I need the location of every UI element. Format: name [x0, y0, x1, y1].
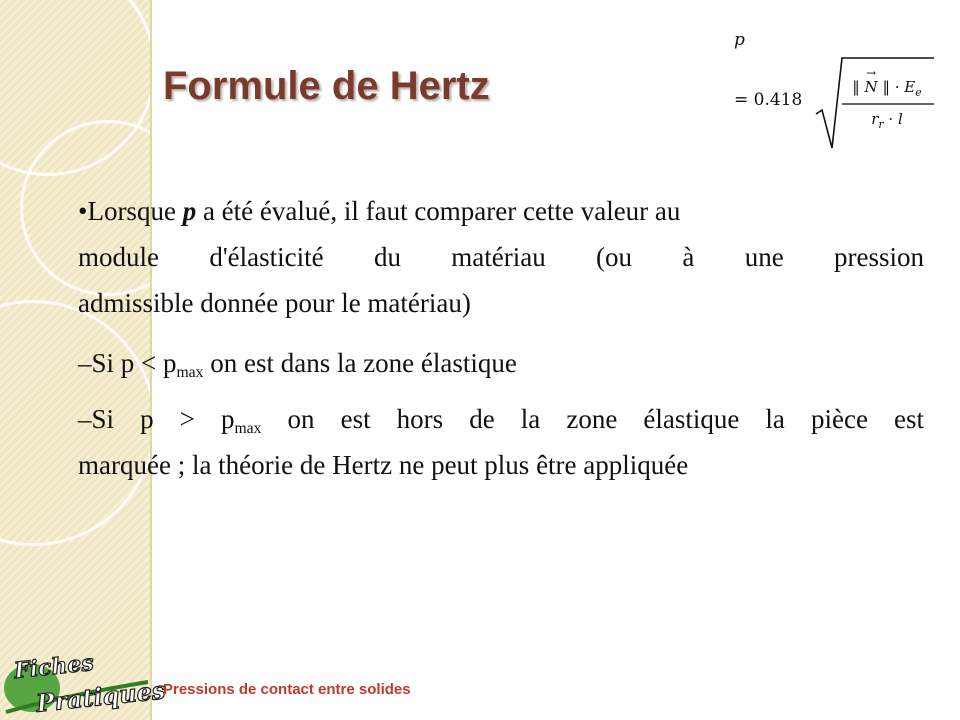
bullet-text: a été évalué, il faut comparer cette valeur au: [196, 196, 681, 226]
sub-item-plastic-line-2: marquée ; la théorie de Hertz ne peut plus être appliquée: [78, 450, 689, 480]
bullet-lead: •Lorsque: [78, 196, 183, 226]
sub-item-text: on est dans la zone élastique: [203, 348, 517, 378]
radius-subscript: r: [878, 118, 884, 131]
slide-footer: Pressions de contact entre solides: [163, 681, 411, 698]
sub-item-text: on est hors de la zone élastique la pièce est: [261, 404, 924, 434]
force-vector: → N: [865, 78, 878, 96]
bullet-line-2: module d'élasticité du matériau (ou à une pression: [78, 242, 924, 272]
max-subscript: max: [234, 419, 262, 437]
formula-lhs: p: [734, 30, 745, 50]
bullet-line-1: [78, 188, 924, 234]
modulus-subscript: e: [915, 86, 922, 99]
max-subscript: max: [176, 363, 204, 381]
norm-bar: ‖: [852, 78, 860, 96]
modulus-symbol: E: [904, 78, 916, 96]
sub-item-lead: –Si p < p: [78, 348, 177, 378]
formula-denominator: [840, 110, 934, 131]
formula-numerator: [840, 78, 934, 99]
fiches-pratiques-logo: [2, 649, 167, 720]
sub-item-plastic-line-1: [78, 396, 924, 442]
logo-word-1: Fiches: [12, 649, 95, 685]
formula-coefficient: = 0.418: [734, 90, 803, 110]
pressure-symbol: p: [182, 196, 197, 226]
logo-word-2: Pratiques: [34, 675, 167, 718]
sub-item-lead: –Si p > p: [78, 404, 235, 434]
sub-item-plastic: [78, 396, 924, 488]
bullet-line-3: admissible donnée pour le matériau): [78, 288, 471, 318]
hertz-formula: [732, 30, 942, 150]
norm-bar: ‖: [882, 78, 890, 96]
multiply-dot: ·: [894, 78, 905, 96]
bullet-paragraph: [78, 188, 924, 326]
length-term: · l: [883, 110, 903, 128]
slide-body: [78, 188, 924, 488]
sub-item-elastic: [78, 340, 924, 386]
radius-symbol: r: [871, 110, 879, 128]
slide-title: Formule de Hertz: [163, 64, 490, 108]
